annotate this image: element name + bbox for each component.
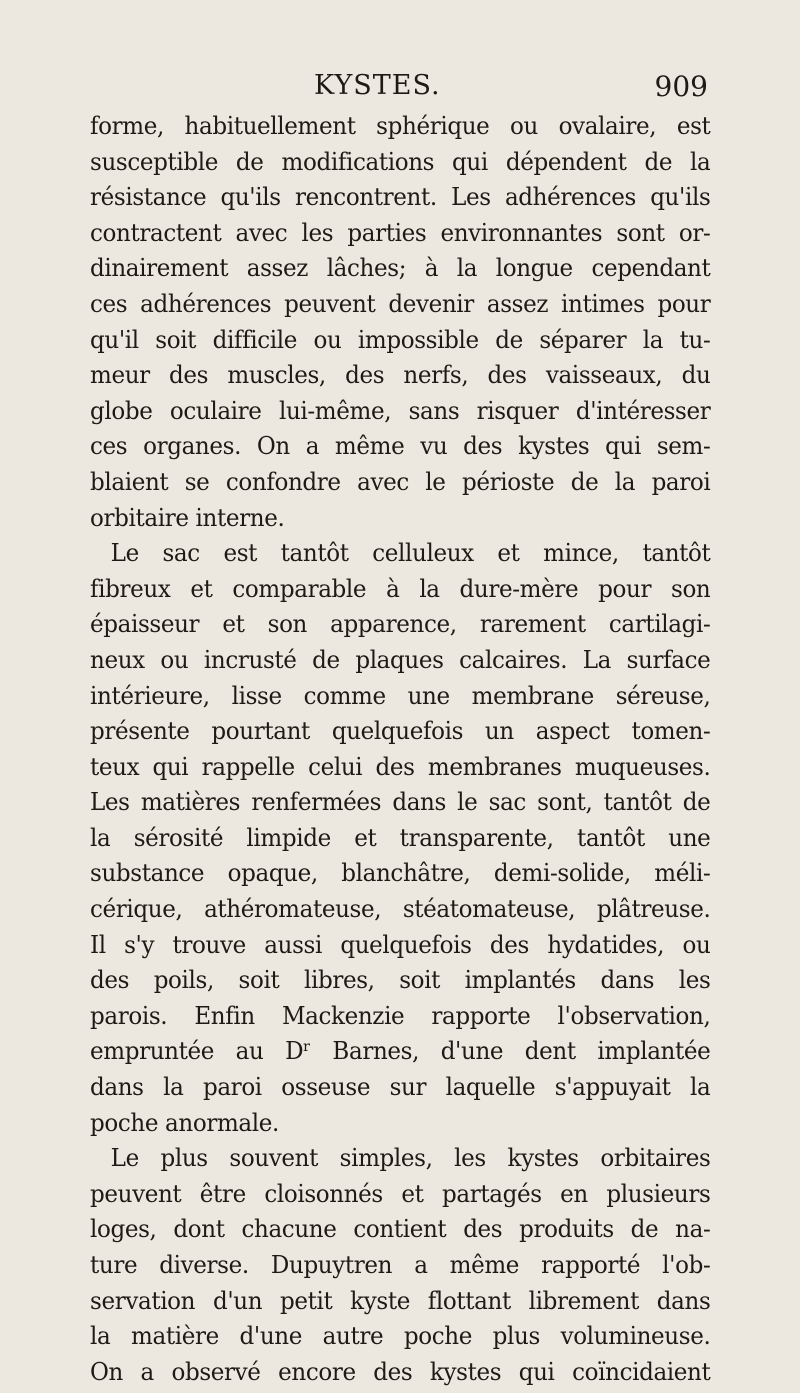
text-line: fibreux et comparable à la dure-mère pour son	[90, 573, 711, 603]
text-line: ces adhérences peuvent devenir assez intimes pour	[90, 288, 711, 318]
running-head	[90, 70, 710, 104]
text-line: résistance qu'ils rencontrent. Les adhérences qu'ils	[90, 182, 711, 212]
text-line: parois. Enfin Mackenzie rapporte l'observation,	[90, 1000, 711, 1030]
text-line: On a observé encore des kystes qui coïncidaient	[90, 1356, 711, 1386]
running-title: KYSTES.	[314, 70, 441, 101]
text-line: la matière d'une autre poche plus volumineuse.	[90, 1321, 711, 1351]
text-line: forme, habituellement sphérique ou ovalaire, est	[90, 111, 711, 140]
text-line: dans la paroi osseuse sur laquelle s'appuyait la	[90, 1072, 711, 1102]
text-line: Les matières renfermées dans le sac sont, tantôt de	[90, 787, 711, 817]
text-line: loges, dont chacune contient des produits de na-	[90, 1214, 711, 1244]
body-text	[90, 108, 710, 1389]
text-line: dinairement assez lâches; à la longue cependant	[90, 253, 711, 283]
text-line: ces organes. On a même vu des kystes qui sem-	[90, 431, 711, 461]
text-line: meur des muscles, des nerfs, des vaisseaux, du	[90, 360, 711, 390]
text-line: susceptible de modifications qui dépendent de la	[90, 146, 711, 176]
text-line: globe oculaire lui-même, sans risquer d'intéresser	[90, 395, 711, 425]
text-line: Le plus souvent simples, les kystes orbitaires	[110, 1143, 711, 1173]
text-line: poche anormale.	[90, 1107, 279, 1137]
text-line: des poils, soit libres, soit implantés dans les	[90, 965, 711, 995]
text-line: servation d'un petit kyste flottant librement dans	[90, 1285, 711, 1315]
text-line: présente pourtant quelquefois un aspect tomen-	[90, 716, 711, 746]
text-line: blaient se confondre avec le périoste de la paroi	[90, 466, 711, 496]
text-line: contractent avec les parties environnantes sont or-	[90, 217, 711, 247]
text-line: orbitaire interne.	[90, 502, 285, 532]
page-number: 909	[654, 70, 708, 103]
text-line: épaisseur et son apparence, rarement cartilagi-	[90, 609, 711, 639]
text-line: cérique, athéromateuse, stéatomateuse, plâtreuse.	[90, 894, 711, 924]
text-line: empruntée au Dʳ Barnes, d'une dent implantée	[90, 1036, 711, 1066]
text-line: ture diverse. Dupuytren a même rapporté l'ob-	[90, 1250, 711, 1279]
text-line: Le sac est tantôt celluleux et mince, tantôt	[110, 538, 711, 568]
text-line: substance opaque, blanchâtre, demi-solide, méli-	[90, 858, 711, 888]
text-line: peuvent être cloisonnés et partagés en plusieurs	[90, 1178, 711, 1208]
text-line: intérieure, lisse comme une membrane séreuse,	[90, 680, 711, 710]
text-line: teux qui rappelle celui des membranes muqueuses.	[90, 751, 711, 781]
text-line: neux ou incrusté de plaques calcaires. La surface	[90, 644, 711, 674]
text-line: qu'il soit difficile ou impossible de séparer la tu-	[90, 324, 711, 354]
text-line: Il s'y trouve aussi quelquefois des hydatides, ou	[90, 929, 711, 959]
text-line: la sérosité limpide et transparente, tantôt une	[90, 822, 711, 852]
